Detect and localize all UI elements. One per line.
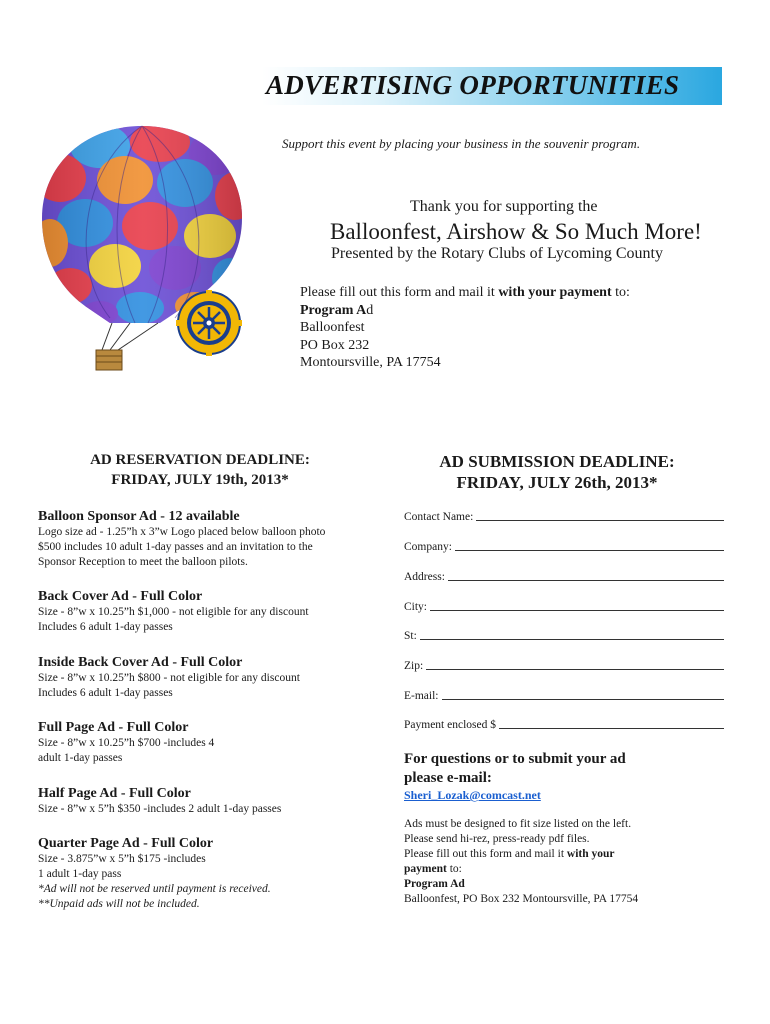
presented-by: Presented by the Rotary Clubs of Lycoming County [331,245,663,262]
address-line: PO Box 232 [300,337,370,353]
ad-option [38,785,368,817]
reservation-deadline [40,450,360,490]
instruction-text: Please fill out this form and mail it [404,848,567,860]
ad-detail: Includes 6 adult 1-day passes [38,687,173,699]
company-field[interactable] [404,540,724,553]
address-name: Program A [300,302,367,318]
payment-note: *Ad will not be reserved until payment is received. [38,883,271,895]
zip-field[interactable] [404,659,724,672]
instruction-emphasis: payment [404,863,447,875]
field-label: Address: [404,571,445,583]
field-label: E-mail: [404,690,439,702]
mail-instructions [300,284,630,372]
instruction-line: Please send hi-rez, press-ready pdf files. [404,833,590,845]
field-label: Company: [404,541,452,553]
ad-option [38,508,368,570]
ad-title: Back Cover Ad - Full Color [38,589,203,604]
ad-option [38,588,368,635]
field-label: Zip: [404,660,424,672]
rotary-logo-icon [176,290,242,356]
ad-title: Inside Back Cover Ad - Full Color [38,655,243,670]
page-title: ADVERTISING OPPORTUNITIES [266,70,680,100]
ad-title: Quarter Page Ad - Full Color [38,836,214,851]
ad-detail: Sponsor Reception to meet the balloon pilots. [38,556,248,568]
instruction-emphasis: with your [566,848,615,860]
ad-detail: Logo size ad - 1.25”h x 3”w Logo placed below balloon photo [38,526,326,538]
field-label: City: [404,601,428,613]
event-name: Balloonfest, Airshow & So Much More! [330,219,702,244]
ad-detail: Includes 6 adult 1-day passes [38,621,173,633]
state-field[interactable] [404,629,724,642]
ad-detail: Size - 8”w x 10.25”h $1,000 - not eligible for any discount [38,606,309,618]
contact-email-link[interactable]: Sheri_Lozak@comcast.net [404,788,541,802]
submission-instructions [404,817,684,907]
ad-detail: $500 includes 10 adult 1-day passes and an invitation to the [38,541,313,553]
instruction-text: to: [446,863,462,875]
ad-detail: adult 1-day passes [38,752,123,764]
address-name-tail: d [366,302,374,318]
mail-text: Please fill out this form and mail it [300,285,499,300]
reservation-deadline-label: AD RESERVATION DEADLINE: [90,452,310,468]
ad-detail: 1 adult 1-day pass [38,868,122,880]
field-line[interactable] [426,659,724,670]
email-field[interactable] [404,689,724,702]
field-line[interactable] [499,718,724,729]
city-field[interactable] [404,600,724,613]
address-line: Balloonfest [300,320,365,336]
ad-option [38,719,368,766]
address-field[interactable] [404,570,724,583]
field-line[interactable] [455,540,724,551]
page-subtitle: Support this event by placing your business in the souvenir program. [282,136,641,151]
ad-title: Half Page Ad - Full Color [38,786,191,801]
field-line[interactable] [448,570,724,581]
contact-name-field[interactable] [404,510,724,523]
reservation-deadline-date: FRIDAY, JULY 19th, 2013* [111,472,289,488]
field-line[interactable] [420,629,724,640]
field-label: St: [404,630,417,642]
mail-text-end: to: [611,285,630,300]
submission-deadline [392,451,722,493]
ad-detail: Size - 8”w x 10.25”h $700 -includes 4 [38,737,215,749]
field-line[interactable] [442,689,725,700]
field-line[interactable] [430,600,724,611]
mail-emphasis: with your payment [498,285,612,300]
submission-deadline-label: AD SUBMISSION DEADLINE: [439,452,675,471]
instruction-program: Program Ad [404,878,465,890]
instruction-address: Balloonfest, PO Box 232 Montoursville, PA 17754 [404,893,639,905]
field-line[interactable] [476,510,724,521]
ad-detail: Size - 8”w x 5”h $350 -includes 2 adult 1-day passes [38,803,282,815]
ad-option [38,654,368,701]
address-line: Montoursville, PA 17754 [300,355,441,371]
ad-title: Balloon Sponsor Ad - 12 available [38,509,240,524]
questions-line: please e-mail: [404,770,492,786]
instruction-line: Ads must be designed to fit size listed on the left. [404,818,632,830]
unpaid-note: **Unpaid ads will not be included. [38,898,200,910]
questions-heading [404,750,724,788]
questions-line: For questions or to submit your ad [404,751,626,767]
ad-detail: Size - 3.875”w x 5”h $175 -includes [38,853,206,865]
payment-field[interactable] [404,718,724,731]
submission-deadline-date: FRIDAY, JULY 26th, 2013* [456,473,658,492]
ad-detail: Size - 8”w x 10.25”h $800 - not eligible for any discount [38,672,300,684]
field-label: Payment enclosed $ [404,719,496,731]
ad-option [38,835,368,912]
field-label: Contact Name: [404,511,474,523]
thanks-text: Thank you for supporting the [410,198,598,215]
ad-title: Full Page Ad - Full Color [38,720,189,735]
